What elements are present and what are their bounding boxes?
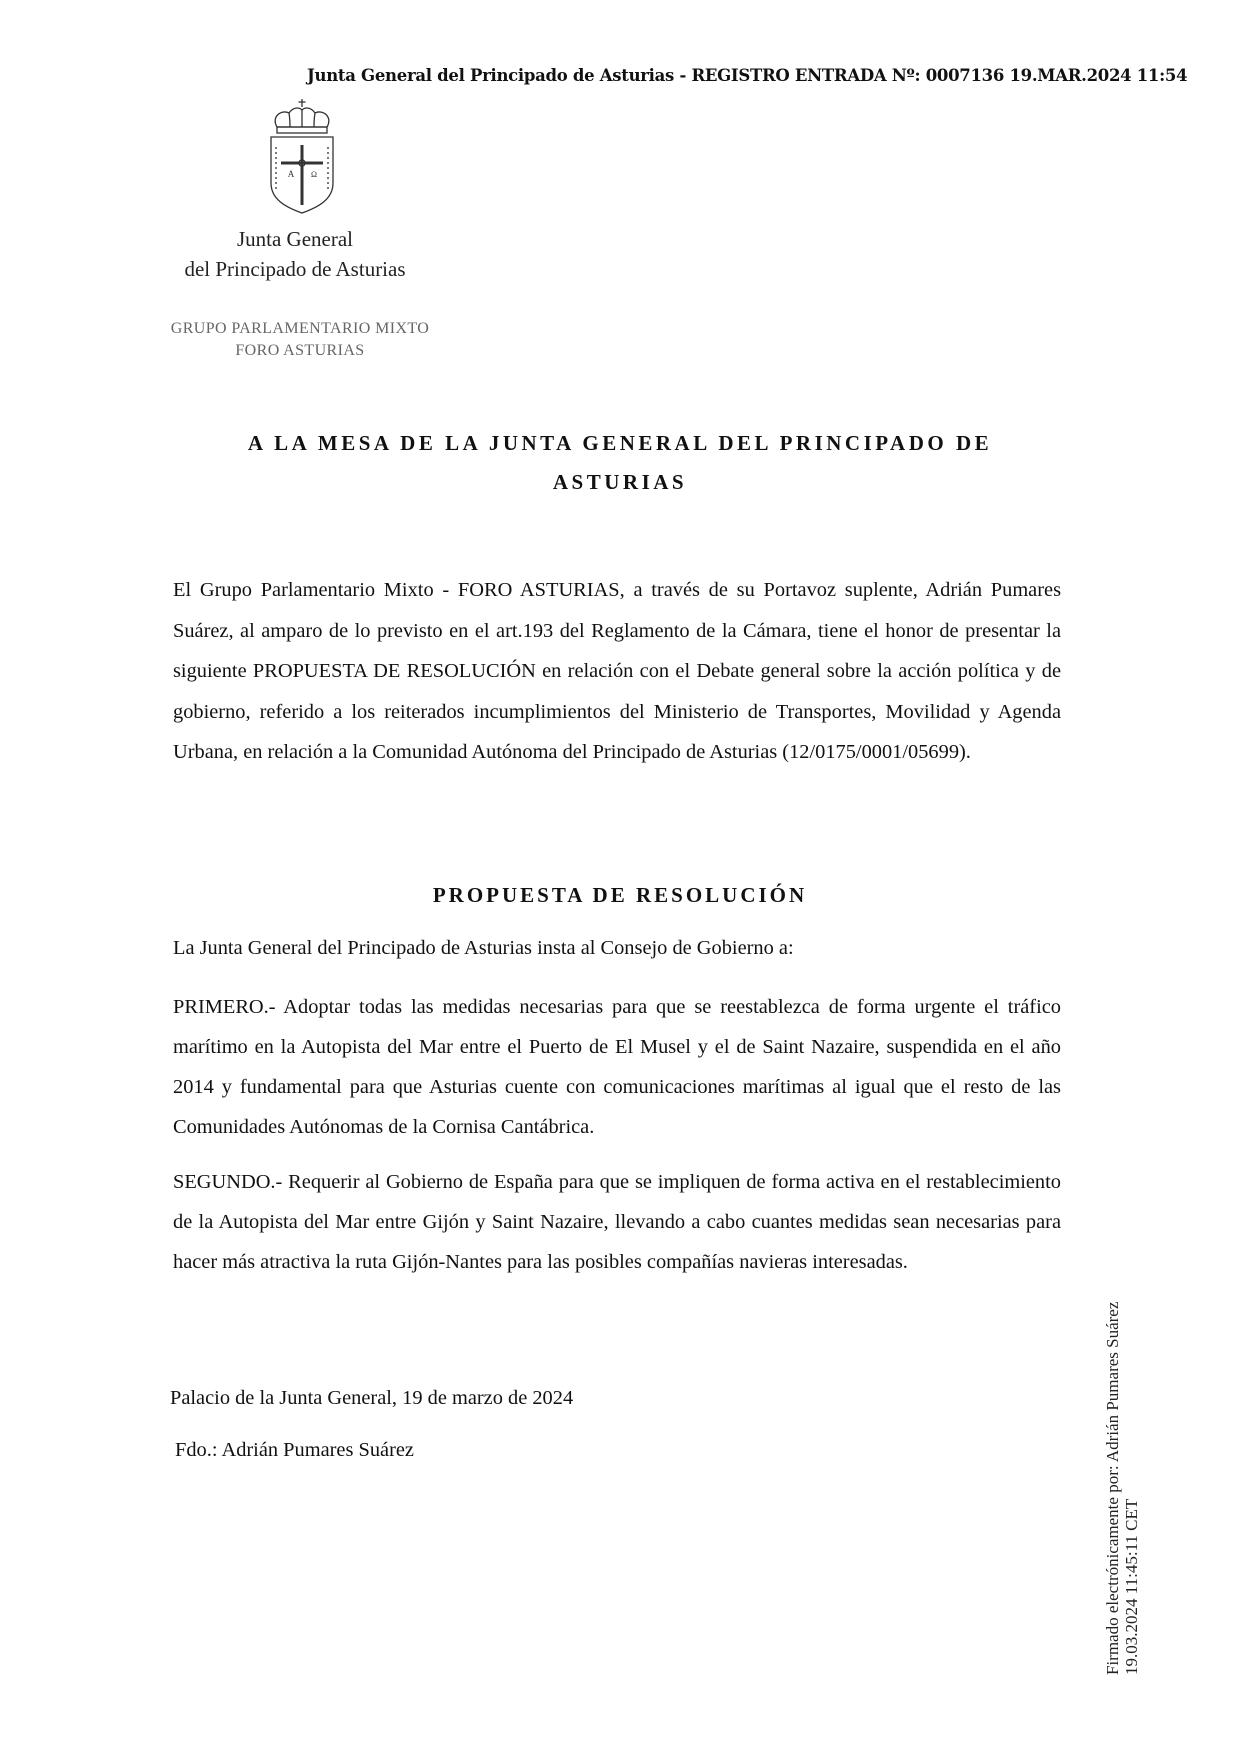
proposal-lead: La Junta General del Principado de Asturias insta al Consejo de Gobierno a: [173,937,794,959]
institution-name-line1: Junta General [236,227,354,251]
svg-text:Ω: Ω [311,170,317,179]
institution-name [140,224,450,284]
svg-text:A: A [287,169,295,179]
proposal-primero: PRIMERO.- Adoptar todas las medidas necesarias para que se reestablezca de forma urgente el tráfico marítimo en la Autopista del Mar entre el Puerto de El Musel y el de Saint Nazaire, suspendida en el año 2014 y fundamental para que Asturias cuente con comunicaciones marítimas al igual que el resto de las Comunidades Autónomas de la Cornisa Cantábrica. [173,996,1061,1138]
e-signature-line1: Firmado electrónicamente por: Adrián Pumares Suárez [1103,1301,1122,1675]
registry-stamp: Junta General del Principado de Asturias - REGISTRO ENTRADA Nº: 0007136 19.MAR.2024 11:54 [307,66,1188,85]
place-date: Palacio de la Junta General, 19 de marzo de 2024 [170,1387,574,1409]
group-line2: FORO ASTURIAS [235,342,365,359]
institution-name-line2: del Principado de Asturias [184,257,406,281]
electronic-signature [1103,1302,1141,1675]
addressee-line1: A LA MESA DE LA JUNTA GENERAL DEL PRINCIPADO DE [247,431,993,455]
e-signature-line2: 19.03.2024 11:45:11 CET [1122,1498,1141,1675]
addressee-heading [180,424,1060,502]
asturias-coat-of-arms-icon [263,97,341,217]
intro-paragraph: El Grupo Parlamentario Mixto - FORO ASTURIAS, a través de su Portavoz suplente, Adrián Pumares Suárez, al amparo de lo previsto en el art.193 del Reglamento de la Cámara, tiene el honor de presentar la siguiente PROPUESTA DE RESOLUCIÓN en relación con el Debate general sobre la acción política y de gobierno, referido a los reiterados incumplimientos del Ministerio de Transportes, Movilidad y Agenda Urbana, en relación a la Comunidad Autónoma del Principado de Asturias (12/0175/0001/05699). [173,579,1061,763]
proposal-title: PROPUESTA DE RESOLUCIÓN [432,883,808,907]
signature-line: Fdo.: Adrián Pumares Suárez [175,1439,414,1461]
proposal-segundo: SEGUNDO.- Requerir al Gobierno de España para que se impliquen de forma activa en el restablecimiento de la Autopista del Mar entre Gijón y Saint Nazaire, llevando a cabo cuantes medidas sean necesarias para hacer más atractiva la ruta Gijón-Nantes para las posibles compañías navieras interesadas. [173,1171,1061,1273]
parliamentary-group [130,318,470,362]
addressee-line2: ASTURIAS [552,470,688,494]
group-line1: GRUPO PARLAMENTARIO MIXTO [170,320,430,337]
